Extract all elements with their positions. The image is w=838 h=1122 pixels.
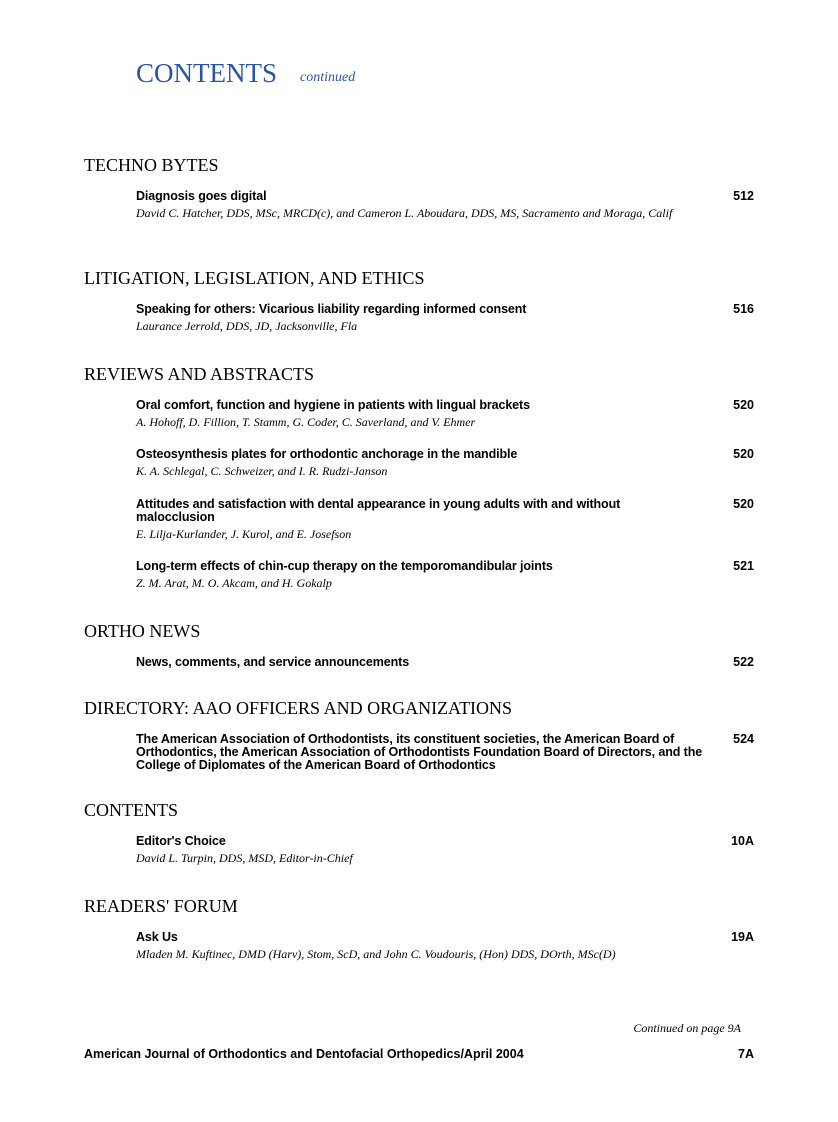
entry-title[interactable]: Osteosynthesis plates for orthodontic anchorage in the mandible xyxy=(136,447,518,461)
entry-authors: E. Lilja-Kurlander, J. Kurol, and E. Josefson xyxy=(136,527,352,541)
entry-page: 10A xyxy=(731,834,754,848)
section-heading: READERS' FORUM xyxy=(84,896,238,916)
entry-title[interactable]: Speaking for others: Vicarious liability regarding informed consent xyxy=(136,302,527,316)
section-heading: LITIGATION, LEGISLATION, AND ETHICS xyxy=(84,268,425,288)
entry-title[interactable]: Long-term effects of chin-cup therapy on the temporomandibular joints xyxy=(136,559,553,573)
section-heading: TECHNO BYTES xyxy=(84,155,219,175)
entry-title[interactable]: Ask Us xyxy=(136,930,178,944)
entry-page: 520 xyxy=(733,398,754,412)
page-title: CONTENTS xyxy=(136,58,277,88)
toc-entry[interactable] xyxy=(136,656,754,669)
toc-entry[interactable] xyxy=(136,835,754,866)
entry-title[interactable]: The American Association of Orthodontists, its constituent societies, the American Board of Orthodontics, the American Association of Orthodontists Foundation Board of Directors, and the College of Diplomates of the American Board of Orthodontics xyxy=(136,732,703,772)
toc-entry[interactable] xyxy=(136,560,754,591)
page-folio: 7A xyxy=(738,1047,754,1061)
section-heading: DIRECTORY: AAO OFFICERS AND ORGANIZATIONS xyxy=(84,698,513,718)
entry-authors: Mladen M. Kuftinec, DMD (Harv), Stom, ScD, and John C. Voudouris, (Hon) DDS, DOrth, MSc(D) xyxy=(136,947,616,961)
entry-authors: A. Hohoff, D. Fillion, T. Stamm, G. Coder, C. Saverland, and V. Ehmer xyxy=(136,415,476,429)
entry-title[interactable]: News, comments, and service announcements xyxy=(136,655,410,669)
journal-footer: American Journal of Orthodontics and Dentofacial Orthopedics/April 2004 xyxy=(84,1047,524,1061)
entry-authors: Z. M. Arat, M. O. Akcam, and H. Gokalp xyxy=(136,576,332,590)
entry-title[interactable]: Diagnosis goes digital xyxy=(136,189,267,203)
entry-authors: David L. Turpin, DDS, MSD, Editor-in-Chief xyxy=(136,851,353,865)
entry-authors: Laurance Jerrold, DDS, JD, Jacksonville, Fla xyxy=(136,319,358,333)
entry-page: 522 xyxy=(733,655,754,669)
page-subtitle: continued xyxy=(300,70,356,85)
entry-authors: K. A. Schlegal, C. Schweizer, and I. R. Rudzi-Janson xyxy=(136,464,388,478)
entry-page: 520 xyxy=(733,497,754,511)
entry-title[interactable]: Attitudes and satisfaction with dental appearance in young adults with and without malocclusion xyxy=(136,497,621,524)
section-heading: REVIEWS AND ABSTRACTS xyxy=(84,364,315,384)
toc-entry[interactable] xyxy=(136,498,754,542)
entry-page: 516 xyxy=(733,302,754,316)
toc-entry[interactable] xyxy=(136,931,754,962)
entry-page: 520 xyxy=(733,447,754,461)
entry-authors: David C. Hatcher, DDS, MSc, MRCD(c), and Cameron L. Aboudara, DDS, MS, Sacramento and Moraga, Calif xyxy=(136,206,673,220)
continued-note: Continued on page 9A xyxy=(633,1021,741,1035)
section-heading: ORTHO NEWS xyxy=(84,621,201,641)
entry-page: 19A xyxy=(731,930,754,944)
entry-page: 512 xyxy=(733,189,754,203)
entry-title[interactable]: Oral comfort, function and hygiene in patients with lingual brackets xyxy=(136,398,530,412)
entry-page: 521 xyxy=(733,559,754,573)
section-heading: CONTENTS xyxy=(84,800,178,820)
toc-entry[interactable] xyxy=(136,448,754,479)
toc-entry[interactable] xyxy=(136,190,754,221)
toc-entry[interactable] xyxy=(136,303,754,334)
toc-entry[interactable] xyxy=(136,399,754,430)
toc-entry[interactable] xyxy=(136,733,754,772)
entry-page: 524 xyxy=(733,732,754,746)
entry-title[interactable]: Editor's Choice xyxy=(136,834,226,848)
